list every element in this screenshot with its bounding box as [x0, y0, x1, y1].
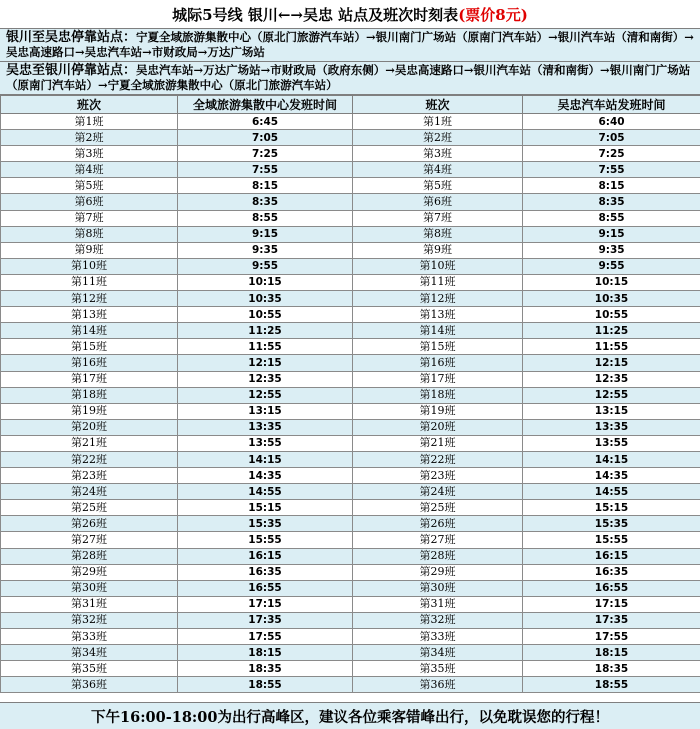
center-time-cell: 17:35: [178, 612, 353, 628]
center-time-cell: 12:55: [178, 387, 353, 403]
trip-b-cell: 第21班: [353, 435, 523, 451]
header-trip-a: 班次: [1, 96, 178, 114]
center-time-cell: 8:55: [178, 210, 353, 226]
trip-b-cell: 第33班: [353, 629, 523, 645]
wuzhong-time-cell: 8:55: [523, 210, 700, 226]
trip-b-cell: 第24班: [353, 484, 523, 500]
wuzhong-time-cell: 9:55: [523, 258, 700, 274]
wuzhong-time-cell: 10:15: [523, 274, 700, 290]
trip-a-cell: 第33班: [1, 629, 178, 645]
trip-b-cell: 第30班: [353, 580, 523, 596]
trip-a-cell: 第10班: [1, 258, 178, 274]
trip-a-cell: 第16班: [1, 355, 178, 371]
center-time-cell: 11:25: [178, 323, 353, 339]
trip-a-cell: 第35班: [1, 661, 178, 677]
trip-a-cell: 第19班: [1, 403, 178, 419]
wuzhong-time-cell: 7:55: [523, 162, 700, 178]
table-row: [1, 580, 700, 596]
wuzhong-time-cell: 12:15: [523, 355, 700, 371]
center-time-cell: 14:15: [178, 451, 353, 467]
trip-b-cell: 第3班: [353, 146, 523, 162]
wuzhong-time-cell: 10:35: [523, 291, 700, 307]
trip-b-cell: 第15班: [353, 339, 523, 355]
wuzhong-time-cell: 18:35: [523, 661, 700, 677]
center-time-cell: 10:55: [178, 307, 353, 323]
title-row: [0, 0, 700, 29]
center-time-cell: 13:15: [178, 403, 353, 419]
table-row: [1, 274, 700, 290]
trip-b-cell: 第27班: [353, 532, 523, 548]
table-row: [1, 339, 700, 355]
route-b-lead: 吴忠至银川停靠站点：: [6, 63, 136, 78]
table-row: [1, 355, 700, 371]
trip-b-cell: 第14班: [353, 323, 523, 339]
trip-b-cell: 第4班: [353, 162, 523, 178]
center-time-cell: 7:25: [178, 146, 353, 162]
center-time-cell: 9:55: [178, 258, 353, 274]
center-time-cell: 13:55: [178, 435, 353, 451]
table-row: [1, 258, 700, 274]
table-row: [1, 564, 700, 580]
wuzhong-time-cell: 12:55: [523, 387, 700, 403]
center-time-cell: 11:55: [178, 339, 353, 355]
header-trip-b: 班次: [353, 96, 523, 114]
route-a-stops: 宁夏全域旅游集散中心（原北门旅游汽车站）→银川南门广场站（原南门汽车站）→银川汽车站（清和南街）→吴忠高速路口→吴忠汽车站→市财政局→万达广场站: [6, 30, 694, 59]
table-row: [1, 307, 700, 323]
wuzhong-time-cell: 11:25: [523, 323, 700, 339]
trip-b-cell: 第11班: [353, 274, 523, 290]
trip-b-cell: 第8班: [353, 226, 523, 242]
trip-b-cell: 第1班: [353, 114, 523, 130]
wuzhong-time-cell: 9:15: [523, 226, 700, 242]
trip-a-cell: 第6班: [1, 194, 178, 210]
wuzhong-time-cell: 13:35: [523, 419, 700, 435]
wuzhong-time-cell: 8:15: [523, 178, 700, 194]
trip-a-cell: 第18班: [1, 387, 178, 403]
trip-a-cell: 第34班: [1, 645, 178, 661]
wuzhong-time-cell: 18:15: [523, 645, 700, 661]
center-time-cell: 7:55: [178, 162, 353, 178]
table-row: [1, 114, 700, 130]
table-row: [1, 484, 700, 500]
wuzhong-time-cell: 18:55: [523, 677, 700, 693]
trip-b-cell: 第20班: [353, 419, 523, 435]
trip-b-cell: 第28班: [353, 548, 523, 564]
wuzhong-time-cell: 15:15: [523, 500, 700, 516]
trip-b-cell: 第12班: [353, 291, 523, 307]
header-departure-wuzhong: 吴忠汽车站发班时间: [523, 96, 700, 114]
center-time-cell: 16:55: [178, 580, 353, 596]
center-time-cell: 16:15: [178, 548, 353, 564]
table-row: [1, 612, 700, 628]
wuzhong-time-cell: 16:35: [523, 564, 700, 580]
table-row: [1, 323, 700, 339]
table-row: [1, 130, 700, 146]
page-title: 城际5号线 银川←→吴忠 站点及班次时刻表: [172, 4, 458, 25]
trip-a-cell: 第30班: [1, 580, 178, 596]
trip-b-cell: 第31班: [353, 596, 523, 612]
trip-a-cell: 第1班: [1, 114, 178, 130]
table-row: [1, 516, 700, 532]
table-row: [1, 468, 700, 484]
table-row: [1, 629, 700, 645]
trip-b-cell: 第9班: [353, 242, 523, 258]
center-time-cell: 9:35: [178, 242, 353, 258]
trip-a-cell: 第23班: [1, 468, 178, 484]
wuzhong-time-cell: 15:35: [523, 516, 700, 532]
center-time-cell: 10:15: [178, 274, 353, 290]
trip-a-cell: 第4班: [1, 162, 178, 178]
center-time-cell: 15:55: [178, 532, 353, 548]
trip-a-cell: 第28班: [1, 548, 178, 564]
trip-a-cell: 第3班: [1, 146, 178, 162]
trip-b-cell: 第2班: [353, 130, 523, 146]
table-row: [1, 146, 700, 162]
wuzhong-time-cell: 13:15: [523, 403, 700, 419]
trip-b-cell: 第13班: [353, 307, 523, 323]
center-time-cell: 7:05: [178, 130, 353, 146]
trip-a-cell: 第31班: [1, 596, 178, 612]
trip-b-cell: 第5班: [353, 178, 523, 194]
table-row: [1, 403, 700, 419]
table-row: [1, 178, 700, 194]
table-row: [1, 500, 700, 516]
center-time-cell: 18:15: [178, 645, 353, 661]
trip-b-cell: 第23班: [353, 468, 523, 484]
wuzhong-time-cell: 13:55: [523, 435, 700, 451]
trip-a-cell: 第24班: [1, 484, 178, 500]
trip-b-cell: 第25班: [353, 500, 523, 516]
route-wuzhong-to-yinchuan: [0, 62, 700, 95]
wuzhong-time-cell: 16:15: [523, 548, 700, 564]
trip-b-cell: 第10班: [353, 258, 523, 274]
trip-a-cell: 第7班: [1, 210, 178, 226]
trip-b-cell: 第7班: [353, 210, 523, 226]
center-time-cell: 9:15: [178, 226, 353, 242]
table-row: [1, 532, 700, 548]
wuzhong-time-cell: 16:55: [523, 580, 700, 596]
route-b-stops: 吴忠汽车站→万达广场站→市财政局（政府东侧）→吴忠高速路口→银川汽车站（清和南街）→银川南门广场站（原南门汽车站）→宁夏全域旅游集散中心（原北门旅游汽车站）: [6, 63, 690, 92]
trip-a-cell: 第25班: [1, 500, 178, 516]
center-time-cell: 14:35: [178, 468, 353, 484]
center-time-cell: 15:15: [178, 500, 353, 516]
trip-b-cell: 第34班: [353, 645, 523, 661]
trip-b-cell: 第36班: [353, 677, 523, 693]
wuzhong-time-cell: 11:55: [523, 339, 700, 355]
center-time-cell: 8:35: [178, 194, 353, 210]
wuzhong-time-cell: 9:35: [523, 242, 700, 258]
route-yinchuan-to-wuzhong: [0, 29, 700, 62]
table-row: [1, 661, 700, 677]
table-header-row: [1, 96, 700, 114]
trip-b-cell: 第18班: [353, 387, 523, 403]
schedule-table: [0, 95, 700, 693]
trip-b-cell: 第17班: [353, 371, 523, 387]
trip-a-cell: 第15班: [1, 339, 178, 355]
table-row: [1, 677, 700, 693]
trip-b-cell: 第22班: [353, 451, 523, 467]
table-row: [1, 596, 700, 612]
center-time-cell: 13:35: [178, 419, 353, 435]
trip-a-cell: 第27班: [1, 532, 178, 548]
trip-b-cell: 第35班: [353, 661, 523, 677]
trip-a-cell: 第13班: [1, 307, 178, 323]
wuzhong-time-cell: 17:15: [523, 596, 700, 612]
center-time-cell: 14:55: [178, 484, 353, 500]
trip-a-cell: 第8班: [1, 226, 178, 242]
wuzhong-time-cell: 7:05: [523, 130, 700, 146]
trip-a-cell: 第12班: [1, 291, 178, 307]
table-row: [1, 387, 700, 403]
table-row: [1, 210, 700, 226]
trip-b-cell: 第32班: [353, 612, 523, 628]
wuzhong-time-cell: 15:55: [523, 532, 700, 548]
trip-a-cell: 第32班: [1, 612, 178, 628]
table-row: [1, 435, 700, 451]
route-a-lead: 银川至吴忠停靠站点：: [6, 30, 136, 45]
center-time-cell: 18:35: [178, 661, 353, 677]
trip-b-cell: 第16班: [353, 355, 523, 371]
wuzhong-time-cell: 6:40: [523, 114, 700, 130]
trip-a-cell: 第14班: [1, 323, 178, 339]
table-row: [1, 451, 700, 467]
trip-a-cell: 第9班: [1, 242, 178, 258]
wuzhong-time-cell: 8:35: [523, 194, 700, 210]
center-time-cell: 10:35: [178, 291, 353, 307]
trip-a-cell: 第26班: [1, 516, 178, 532]
trip-a-cell: 第22班: [1, 451, 178, 467]
wuzhong-time-cell: 17:55: [523, 629, 700, 645]
wuzhong-time-cell: 7:25: [523, 146, 700, 162]
trip-b-cell: 第29班: [353, 564, 523, 580]
wuzhong-time-cell: 14:35: [523, 468, 700, 484]
table-row: [1, 291, 700, 307]
ticket-price: (票价8元): [458, 4, 528, 25]
center-time-cell: 15:35: [178, 516, 353, 532]
center-time-cell: 8:15: [178, 178, 353, 194]
trip-a-cell: 第29班: [1, 564, 178, 580]
trip-a-cell: 第2班: [1, 130, 178, 146]
trip-a-cell: 第5班: [1, 178, 178, 194]
trip-a-cell: 第20班: [1, 419, 178, 435]
peak-hours-notice: 下午16:00-18:00为出行高峰区，建议各位乘客错峰出行，以免耽误您的行程！: [0, 702, 700, 729]
table-row: [1, 419, 700, 435]
trip-b-cell: 第19班: [353, 403, 523, 419]
trip-b-cell: 第26班: [353, 516, 523, 532]
table-row: [1, 548, 700, 564]
trip-b-cell: 第6班: [353, 194, 523, 210]
center-time-cell: 16:35: [178, 564, 353, 580]
trip-a-cell: 第36班: [1, 677, 178, 693]
header-departure-center: 全域旅游集散中心发班时间: [178, 96, 353, 114]
table-row: [1, 242, 700, 258]
wuzhong-time-cell: 17:35: [523, 612, 700, 628]
trip-a-cell: 第21班: [1, 435, 178, 451]
center-time-cell: 6:45: [178, 114, 353, 130]
wuzhong-time-cell: 14:55: [523, 484, 700, 500]
center-time-cell: 18:55: [178, 677, 353, 693]
table-row: [1, 194, 700, 210]
center-time-cell: 17:55: [178, 629, 353, 645]
center-time-cell: 12:15: [178, 355, 353, 371]
table-row: [1, 226, 700, 242]
wuzhong-time-cell: 12:35: [523, 371, 700, 387]
wuzhong-time-cell: 14:15: [523, 451, 700, 467]
center-time-cell: 17:15: [178, 596, 353, 612]
table-row: [1, 371, 700, 387]
trip-a-cell: 第11班: [1, 274, 178, 290]
trip-a-cell: 第17班: [1, 371, 178, 387]
center-time-cell: 12:35: [178, 371, 353, 387]
table-row: [1, 162, 700, 178]
wuzhong-time-cell: 10:55: [523, 307, 700, 323]
table-row: [1, 645, 700, 661]
